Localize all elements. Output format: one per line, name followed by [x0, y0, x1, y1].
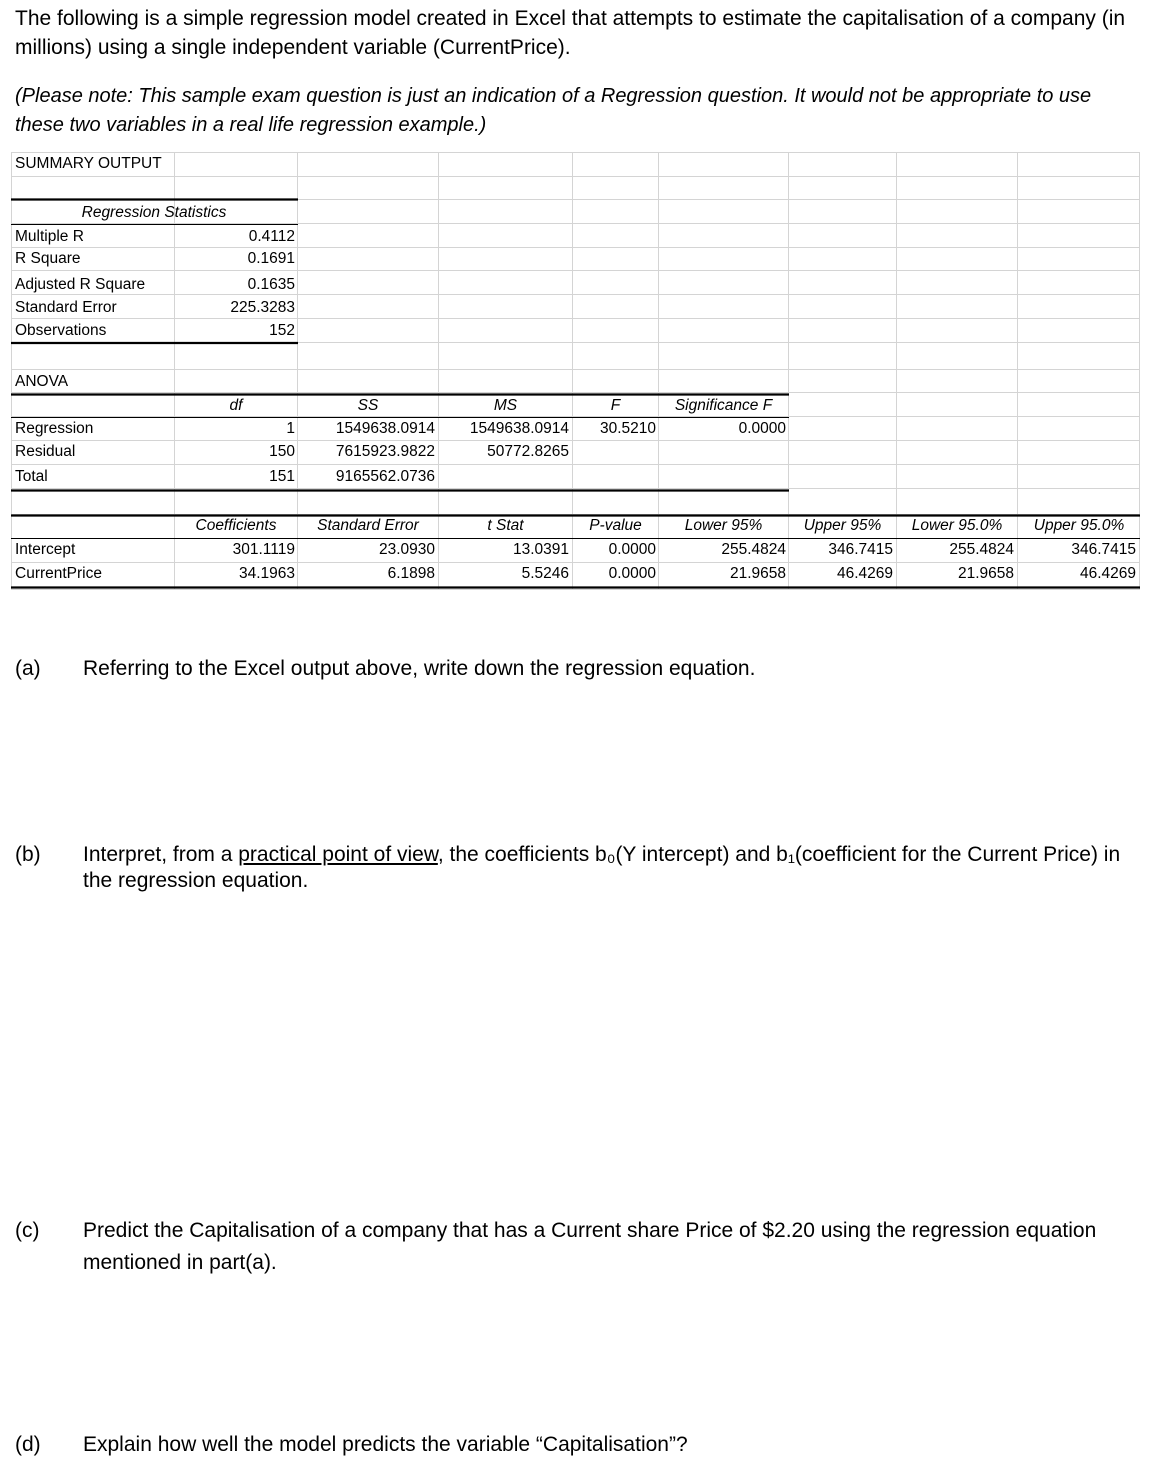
stat-label: Standard Error — [15, 299, 117, 316]
anova-header-f: F — [610, 397, 621, 414]
question-d-label: (d) — [15, 1433, 41, 1456]
coef-header: Lower 95.0% — [911, 517, 1003, 534]
coef-header: t Stat — [487, 517, 524, 534]
excel-summary-output — [11, 152, 1140, 590]
regression-statistics-header: Regression Statistics — [81, 204, 227, 221]
coef-value: 301.1119 — [232, 541, 295, 558]
anova-ss: 7615923.9822 — [335, 443, 435, 460]
coef-value: 5.5246 — [521, 565, 569, 582]
coef-header: Coefficients — [195, 517, 277, 534]
anova-header-ms: MS — [493, 397, 518, 414]
anova-df: 151 — [269, 468, 295, 485]
coef-value: 34.1963 — [238, 565, 295, 582]
coef-value: 21.9658 — [957, 565, 1014, 582]
question-b-post: , the coefficients b₀(Y intercept) and b₁(coefficient for the Current Price) in the regression equation. — [83, 843, 1121, 892]
question-a-text: Referring to the Excel output above, write down the regression equation. — [83, 657, 756, 680]
question-c-label: (c) — [15, 1219, 40, 1242]
coef-header: P-value — [589, 517, 642, 534]
anova-df: 1 — [286, 420, 295, 437]
question-b-pre: Interpret, from a — [83, 843, 239, 866]
anova-header-df: df — [229, 397, 243, 414]
coef-header: Upper 95% — [803, 517, 882, 534]
coef-value: 346.7415 — [828, 541, 893, 558]
coef-value: 0.0000 — [608, 565, 656, 582]
anova-ms: 1549638.0914 — [469, 420, 569, 437]
anova-ss: 1549638.0914 — [335, 420, 435, 437]
note-text: (Please note: This sample exam question is just an indication of a Regression question. It would not be appropriate to use these two variables in a real life regression example.) — [15, 85, 1092, 136]
coef-value: 23.0930 — [378, 541, 435, 558]
question-b-text — [83, 842, 1143, 894]
anova-row-label: Total — [15, 468, 48, 485]
coef-value: 46.4269 — [1079, 565, 1136, 582]
stat-label: Multiple R — [15, 228, 84, 245]
intro-text: The following is a simple regression model created in Excel that attempts to estimate the capitalisation of a company (in millions) using a single independent variable (CurrentPrice). — [15, 7, 1126, 59]
coef-value: 0.0000 — [608, 541, 656, 558]
anova-df: 150 — [269, 443, 295, 460]
stat-value: 0.4112 — [248, 228, 295, 245]
stat-label: Adjusted R Square — [15, 276, 146, 293]
stat-value: 0.1635 — [247, 276, 295, 293]
question-a-label: (a) — [15, 657, 41, 680]
stat-value: 225.3283 — [230, 299, 295, 316]
coef-header: Standard Error — [317, 517, 419, 534]
coef-value: 13.0391 — [512, 541, 569, 558]
coef-header: Lower 95% — [684, 517, 763, 534]
stat-value: 0.1691 — [247, 250, 295, 267]
anova-ms: 50772.8265 — [487, 443, 569, 460]
anova-header-ss: SS — [357, 397, 379, 414]
summary-output-title: SUMMARY OUTPUT — [15, 155, 166, 173]
question-d-text: Explain how well the model predicts the variable “Capitalisation”? — [83, 1433, 688, 1456]
coef-value: 21.9658 — [729, 565, 786, 582]
stat-label: R Square — [15, 250, 81, 267]
coef-row-label: Intercept — [15, 541, 76, 558]
coef-value: 255.4824 — [721, 541, 786, 558]
coef-value: 255.4824 — [949, 541, 1014, 558]
anova-f: 30.5210 — [599, 420, 656, 437]
anova-ss: 9165562.0736 — [335, 468, 435, 485]
anova-row-label: Residual — [15, 443, 76, 460]
coef-row-label: CurrentPrice — [15, 565, 102, 582]
coef-value: 46.4269 — [836, 565, 893, 582]
question-b-label: (b) — [15, 843, 41, 866]
anova-row-label: Regression — [15, 420, 94, 437]
stat-value: 152 — [269, 322, 295, 339]
anova-header-significance-f: Significance F — [674, 397, 773, 414]
anova-title: ANOVA — [15, 373, 69, 390]
stat-label: Observations — [15, 322, 107, 339]
question-c-text: Predict the Capitalisation of a company that has a Current share Price of $2.20 using the regression equation mentioned in part(a). — [83, 1219, 1097, 1274]
coef-value: 346.7415 — [1071, 541, 1136, 558]
coef-header: Upper 95.0% — [1033, 517, 1125, 534]
question-b-underlined: practical point of view — [238, 843, 438, 866]
anova-significance-f: 0.0000 — [738, 420, 786, 437]
coef-value: 6.1898 — [387, 565, 435, 582]
